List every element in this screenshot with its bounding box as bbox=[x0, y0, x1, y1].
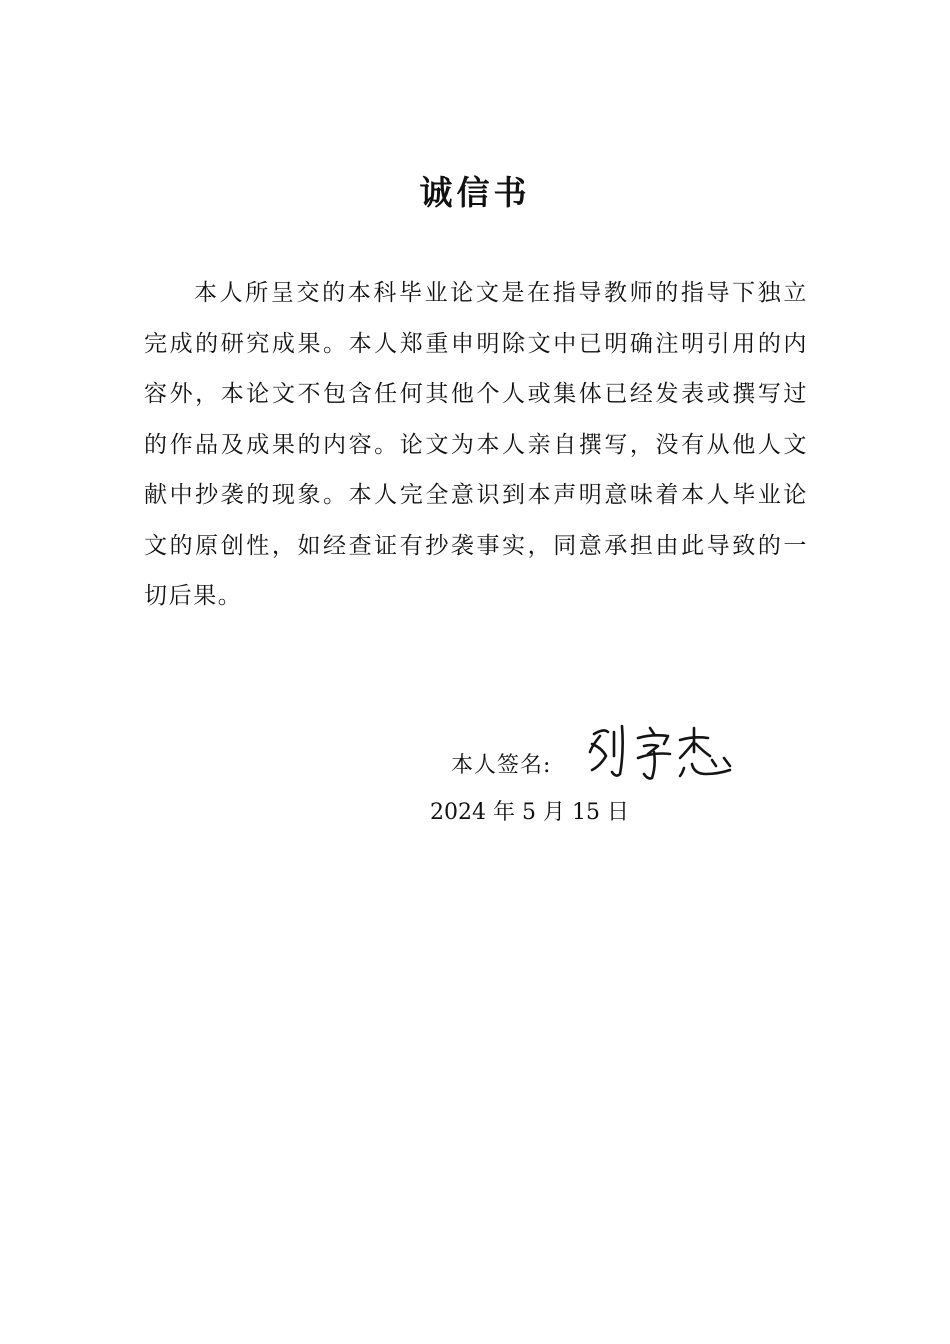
page-title: 诚信书 bbox=[419, 173, 531, 212]
date-day-unit: 日 bbox=[607, 800, 630, 825]
date-month: 5 bbox=[522, 800, 537, 825]
signature-date bbox=[430, 798, 629, 828]
date-year-unit: 年 bbox=[493, 800, 516, 825]
date-year: 2024 bbox=[430, 800, 486, 825]
date-month-unit: 月 bbox=[543, 800, 566, 825]
signature-label: 本人签名: bbox=[451, 753, 552, 778]
date-day: 15 bbox=[572, 800, 601, 825]
handwritten-signature bbox=[584, 722, 744, 786]
declaration-paragraph: 本人所呈交的本科毕业论文是在指导教师的指导下独立完成的研究成果。本人郑重申明除文中已明确注明引用的内容外，本论文不包含任何其他个人或集体已经发表或撰写过的作品及成果的内容。论文为本人亲自撰写，没有从他人文献中抄袭的现象。本人完全意识到本声明意味着本人毕业论文的原创性，如经查证有抄袭事实，同意承担由此导致的一切后果。 bbox=[144, 280, 808, 609]
